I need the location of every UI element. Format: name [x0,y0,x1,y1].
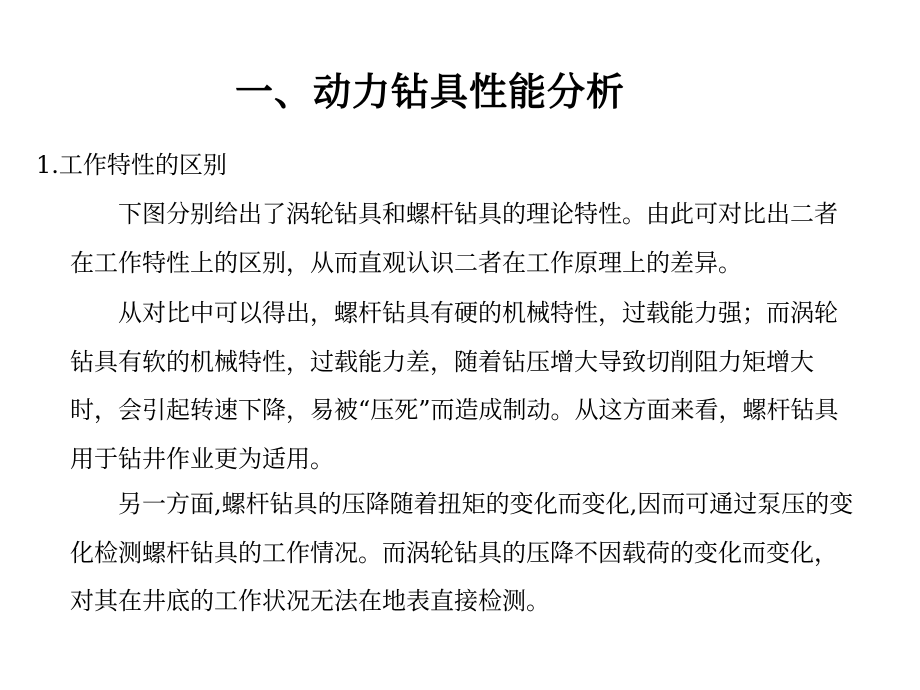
paragraph-3 [70,480,860,626]
paragraph-2 [70,289,860,483]
paragraph-text: 从对比中可以得出，螺杆钻具有硬的机械特性，过载能力强；而涡轮钻具有软的机械特性，过载能力差，随着钻压增大导致切削阻力矩增大时，会引起转速下降，易被“压死”而造成制动。从这方面来看，螺杆钻具用于钻井作业更为适用。 [70,299,839,473]
section-heading: 1.工作特性的区别 [36,151,227,179]
paragraph-text: 另一方面,螺杆钻具的压降随着扭矩的变化而变化,因而可通过泵压的变化检测螺杆钻具的工作情况。而涡轮钻具的压降不因载荷的变化而变化，对其在井底的工作状况无法在地表直接检测。 [70,490,854,615]
slide-title: 一、动力钻具性能分析 [234,70,625,114]
paragraph-1 [70,190,860,287]
paragraph-text: 下图分别给出了涡轮钻具和螺杆钻具的理论特性。由此可对比出二者在工作特性上的区别，从而直观认识二者在工作原理上的差异。 [70,200,838,277]
